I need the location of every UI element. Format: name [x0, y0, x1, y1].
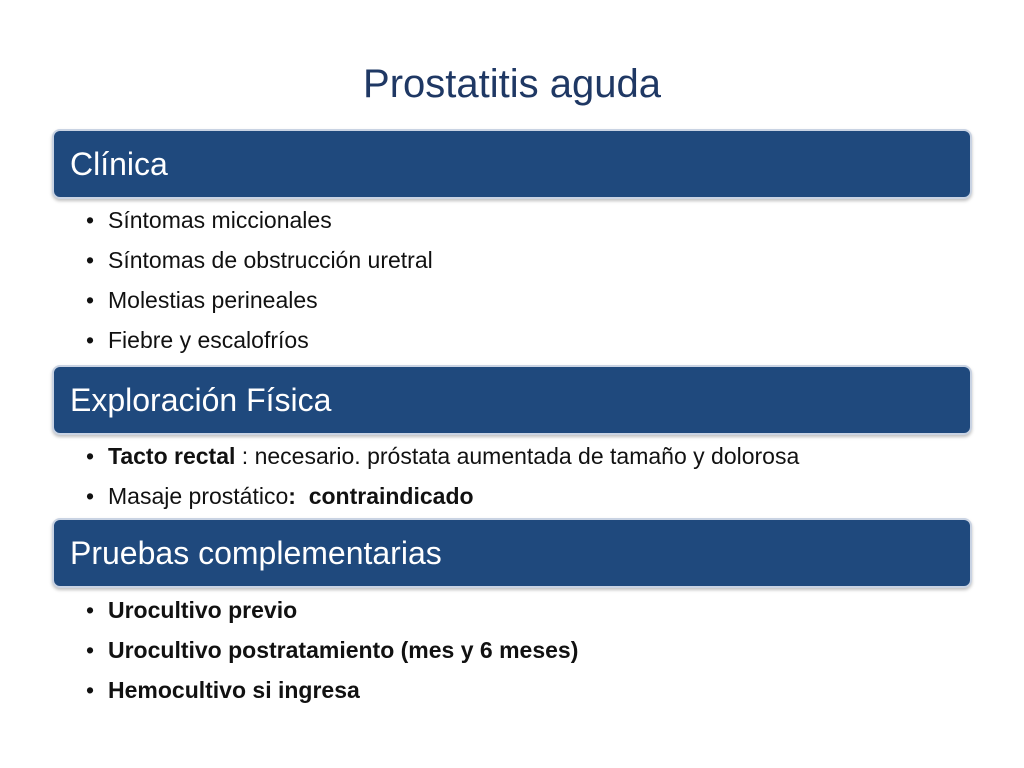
list-item-text: Fiebre y escalofríos — [108, 327, 309, 353]
section-header-clinica: Clínica — [52, 129, 972, 199]
bullet-icon: • — [86, 597, 95, 623]
section-pruebas — [52, 518, 972, 710]
list-item — [86, 630, 972, 670]
bullet-list-clinica — [52, 200, 972, 360]
list-item — [86, 590, 972, 630]
list-item — [86, 670, 972, 710]
bullet-list-pruebas — [52, 590, 972, 710]
bullet-icon: • — [86, 327, 95, 353]
section-clinica — [52, 129, 972, 360]
section-header-exploracion: Exploración Física — [52, 365, 972, 435]
list-item-bold-text: Hemocultivo si ingresa — [108, 677, 360, 703]
list-item-bold-text: Urocultivo previo — [108, 597, 298, 623]
section-header-pruebas: Pruebas complementarias — [52, 518, 972, 588]
list-item-bold-text: Urocultivo postratamiento (mes y 6 meses) — [108, 637, 579, 663]
list-item — [86, 240, 972, 280]
bullet-icon: • — [86, 637, 95, 663]
list-item-text: Masaje prostático — [108, 483, 289, 509]
list-item-text: Molestias perineales — [108, 287, 318, 313]
list-item — [86, 200, 972, 240]
bullet-icon: • — [86, 483, 95, 509]
list-item — [86, 436, 972, 476]
list-item — [86, 320, 972, 360]
bullet-icon: • — [86, 443, 95, 469]
list-item-bold-text: Tacto rectal — [108, 443, 236, 469]
bullet-icon: • — [86, 677, 95, 703]
section-exploracion — [52, 365, 972, 516]
list-item-text: : necesario. próstata aumentada de tamaño y dolorosa — [235, 443, 800, 469]
list-item-text: Síntomas miccionales — [108, 207, 332, 233]
list-item — [86, 280, 972, 320]
list-item-text: Síntomas de obstrucción uretral — [108, 247, 433, 273]
slide-title: Prostatitis aguda — [363, 62, 661, 106]
bullet-icon: • — [86, 287, 95, 313]
list-item — [86, 476, 972, 516]
bullet-icon: • — [86, 207, 95, 233]
bullet-list-exploracion — [52, 436, 972, 516]
list-item-bold-text: : contraindicado — [288, 483, 474, 509]
bullet-icon: • — [86, 247, 95, 273]
